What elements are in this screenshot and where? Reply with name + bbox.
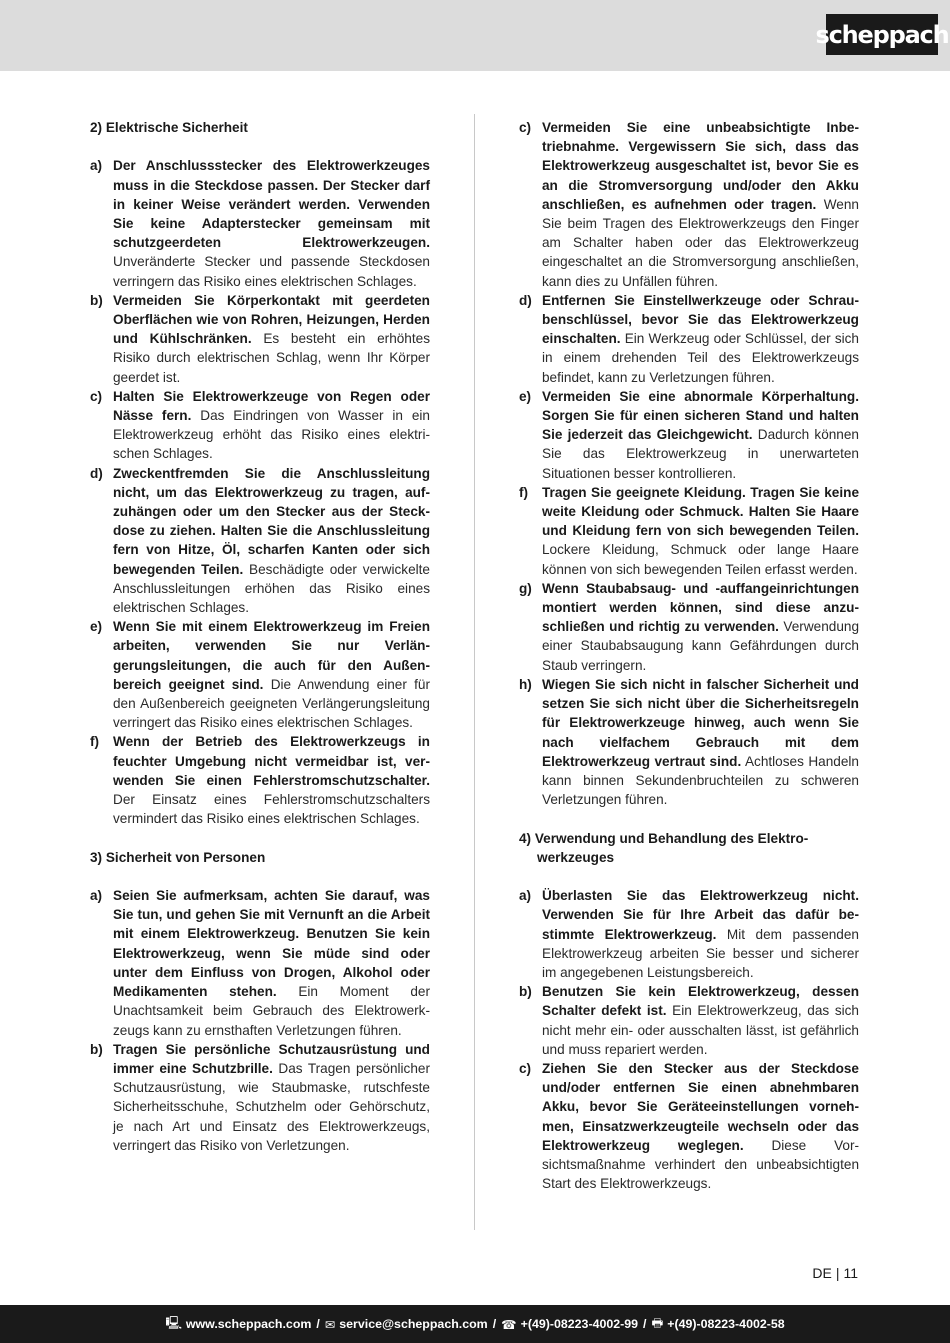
electrical-safety-item [90, 387, 430, 464]
header-band [0, 0, 950, 71]
tool-use-item [519, 886, 859, 982]
personal-safety-item [519, 579, 859, 675]
left-column [90, 118, 430, 1155]
tool-use-item [519, 1059, 859, 1193]
item-normal-text: Beschädigte oder verwickelte Anschlussleitungen erhöhen das Risiko eines elektrischen Schlages. [113, 561, 430, 616]
footer-website[interactable]: www.scheppach.com [185, 1317, 312, 1331]
item-normal-text: Ein Werkzeug oder Schlüssel, der sich in einem drehenden Teil des Elektrowerkzeugs befindet, kann zu Verletzungen führen. [542, 331, 859, 385]
item-bold-text: Überlasten Sie das Elektrowerkzeug nicht. Verwenden Sie für Ihre Arbeit das dafür bestimmte Elektrowerkzeug. [542, 888, 859, 942]
item-bold-text: Seien Sie aufmerksam, achten Sie darauf, was Sie tun, und gehen Sie mit Vernunft an die Arbeit mit einem Elektrowerkzeug. Benutzen Sie kein Elektrowerkzeug, wenn Sie müde sind oder unter dem Einfluss von Drogen, Alkohol oder Medikamenten stehen. [113, 888, 430, 1000]
item-normal-text: Dadurch können Sie das Elektrowerkzeug in unerwarteten Situationen besser kontrollieren. [542, 427, 859, 481]
item-bold-text: Tragen Sie persönliche Schutzausrüstung und immer eine Schutzbrille. [113, 1041, 430, 1076]
page-number [812, 1265, 858, 1281]
personal-safety-item [519, 118, 859, 291]
phone-icon: ☎ [501, 1317, 517, 1332]
item-text [113, 886, 430, 1040]
item-normal-text: Wenn Sie beim Tragen des Elektrowerkzeugs den Finger am Schalter haben oder das Elektrowerkzeug eingeschaltet an die Stromversorgung anschließen, kann dies zu Unfällen führen. [542, 196, 859, 289]
item-bold-text: Zweckentfremden Sie die Anschlussleitung nicht, um das Elektrowerkzeug zu tragen, aufzuhängen oder um den Stecker aus der Steckdose zu ziehen. Halten Sie die Anschlussleitung fern von Hitze, Öl, scharfen Kanten oder sich bewegenden Teilen. [113, 465, 430, 577]
logo-text: scheppach [815, 20, 949, 49]
item-label: f) [90, 734, 100, 750]
item-label: b) [90, 1041, 103, 1057]
item-label: d) [90, 465, 103, 481]
footer-separator-glyph: / [643, 1317, 647, 1331]
item-text [113, 387, 430, 464]
column-divider [474, 114, 475, 1230]
tool-use-item [519, 982, 859, 1059]
item-bold-text: Der Anschlussstecker des Elektrowerkzeuges muss in die Steckdose passen. Der Stecker darf in keiner Weise verändert werden. Verwenden Sie keine Adapterstecker gemeinsam mit schutzgeerdeten Elektrowerkzeugen. [113, 158, 430, 251]
item-label: a) [90, 158, 103, 174]
item-text [113, 617, 430, 732]
item-text [542, 118, 859, 291]
personal-safety-list-continued [519, 118, 859, 809]
item-text [542, 982, 859, 1059]
item-bold-text: Vermeiden Sie Körperkontakt mit geerdeten Oberflächen wie von Rohren, Heizungen, Herden und Kühlschränken. [113, 292, 430, 347]
item-bold-text: Ziehen Sie den Stecker aus der Steckdose und/oder entfernen Sie einen abnehmbaren Akku, bevor Sie Geräteeinstellungen vornehmen, Einsatzwerkzeugteile wechseln oder das Elektrowerkzeug weglegen. [542, 1060, 859, 1153]
footer-contact-bar [0, 1305, 950, 1343]
email-icon: ✉ [324, 1317, 336, 1332]
item-normal-text: Der Einsatz eines Fehlerstromschutzschalters vermindert das Risiko eines elektrischen Schlages. [113, 792, 430, 827]
item-text [542, 387, 859, 483]
page-lang: DE [812, 1265, 832, 1281]
personal-safety-item [519, 291, 859, 387]
item-label: e) [519, 388, 532, 404]
item-bold-text: Vermeiden Sie eine abnormale Körperhaltung. Sorgen Sie für einen sicheren Stand und halten Sie jederzeit das Gleichgewicht. [542, 388, 859, 443]
scheppach-logo [815, 14, 949, 55]
section-heading-electrical-safety: 2) Elektrische Sicherheit [90, 120, 248, 135]
item-text [113, 732, 430, 828]
item-bold-text: Wenn der Betrieb des Elektrowerkzeugs in feuchter Umgebung nicht vermeidbar ist, verwenden Sie einen Fehlerstromschutzschalter. [113, 734, 430, 788]
item-normal-text: Lockere Kleidung, Schmuck oder lange Haare können von sich bewegenden Teilen erfasst werden. [542, 542, 859, 577]
footer-phone[interactable]: +(49)-08223-4002-99 [520, 1317, 639, 1331]
item-label: g) [519, 580, 532, 596]
page-num: 11 [843, 1265, 858, 1281]
item-normal-text: Es besteht ein erhöhtes Risiko durch elektrischen Schlag, wenn Ihr Körper geerdet ist. [113, 331, 431, 385]
personal-safety-item [90, 886, 430, 1040]
personal-safety-item [90, 1040, 430, 1155]
page-separator-glyph: | [835, 1265, 840, 1281]
footer-email[interactable]: service@scheppach.com [339, 1317, 488, 1331]
item-bold-text: Wenn Sie mit einem Elektrowerkzeug im Freien arbeiten, verwenden Sie nur Verlängerungsleitungen, die auch für den Außenbereich geeignet sind. [113, 619, 430, 692]
item-normal-text: Die Anwendung einer für den Außenbereich geeigneten Verlängerungsleitung verringert das Risiko eines elektrischen Schlages. [113, 676, 430, 731]
item-text [113, 1040, 430, 1155]
item-normal-text: Das Tragen persönlicher Schutzausrüstung, wie Staubmaske, rutschfeste Sicherheitsschuhe, Schutzhelm oder Gehörschutz, je nach Art und Einsatz des Elektrowerkzeugs, verringert das Risiko von Verletzungen. [113, 1060, 430, 1153]
item-normal-text: Diese Vorsichtsmaßnahme verhindert den unbeabsichtigten Start des Elektrowerkzeugs. [542, 1137, 859, 1192]
item-text [542, 675, 859, 809]
item-bold-text: Entfernen Sie Einstellwerkzeuge oder Schraubenschlüssel, bevor Sie das Elektrowerkzeug einschalten. [542, 292, 859, 347]
item-label: a) [90, 888, 103, 904]
item-normal-text: Ein Elektrowerkzeug, das sich nicht mehr ein- oder ausschalten lässt, ist gefährlich und muss repariert werden. [542, 1003, 859, 1057]
item-bold-text: Tragen Sie geeignete Kleidung. Tragen Sie keine weite Kleidung oder Schmuck. Halten Sie Haare und Kleidung fern von sich bewegenden Teilen. [542, 484, 859, 539]
personal-safety-item [519, 387, 859, 483]
item-label: d) [519, 292, 532, 308]
item-text [113, 291, 430, 387]
section-heading-personal-safety: 3) Sicherheit von Personen [90, 849, 266, 865]
right-column [519, 118, 859, 1193]
personal-safety-list [90, 886, 430, 1155]
computer-icon: 🖳 [165, 1315, 182, 1330]
electrical-safety-item [90, 291, 430, 387]
item-normal-text: Verwendung einer Staubabsaugung kann Gefährdungen durch Staub verringern. [542, 619, 860, 673]
item-bold-text: Benutzen Sie kein Elektrowerkzeug, dessen Schalter defekt ist. [542, 984, 859, 1019]
footer-fax: +(49)-08223-4002-58 [667, 1317, 785, 1331]
item-label: c) [519, 120, 532, 135]
electrical-safety-list [90, 156, 430, 828]
item-label: b) [519, 984, 532, 1000]
item-normal-text: Unveränderte Stecker und passende Steckdosen verringern das Risiko eines elektrischen Schlages. [113, 254, 430, 289]
item-text [113, 464, 430, 618]
personal-safety-item [519, 483, 859, 579]
item-label: f) [519, 484, 529, 500]
fax-icon: 🖶 [651, 1315, 664, 1330]
item-label: a) [519, 888, 532, 904]
item-normal-text: Achtloses Handeln kann binnen Sekundenbruchteilen zu schweren Verletzungen führen. [542, 753, 859, 808]
section-heading-tool-use: 4) Verwendung und Behandlung des Elektrowerkzeuges [519, 830, 809, 865]
personal-safety-item [519, 675, 859, 809]
item-bold-text: Wenn Staubabsaug- und -auffangeinrichtungen montiert werden können, sind diese anzuschließen und richtig zu verwenden. [542, 580, 859, 635]
item-label: h) [519, 676, 532, 692]
footer-separator-glyph: / [316, 1317, 320, 1331]
item-text [542, 579, 859, 675]
item-label: c) [90, 388, 103, 404]
item-bold-text: Wiegen Sie sich nicht in falscher Sicherheit und setzen Sie sich nicht über die Sicherheitsregeln für Elektrowerkzeuge hinweg, auch wenn Sie nach vielfachem Gebrauch mit dem Elektrowerkzeug vertraut sind. [542, 676, 859, 769]
electrical-safety-item [90, 464, 430, 618]
electrical-safety-item [90, 617, 430, 732]
item-label: b) [90, 292, 103, 308]
item-text [113, 156, 430, 290]
footer-separator-glyph: / [492, 1317, 497, 1331]
item-text [542, 1059, 859, 1193]
item-text [542, 886, 859, 982]
item-text [542, 291, 859, 387]
item-label: c) [519, 1060, 532, 1076]
item-label: e) [90, 619, 103, 635]
tool-use-list [519, 886, 859, 1193]
item-normal-text: Mit dem passenden Elektrowerkzeug arbeiten Sie besser und sicherer im angegebenen Leistungsbereich. [542, 926, 859, 980]
item-bold-text: Vermeiden Sie eine unbeabsichtigte Inbetriebnahme. Vergewissern Sie sich, dass das Elektrowerkzeug ausgeschaltet ist, bevor Sie es an die Stromversorgung und/oder den Akku anschließen, es aufnehmen oder tragen. [542, 120, 859, 212]
item-text [542, 483, 859, 579]
item-bold-text: Halten Sie Elektrowerkzeuge von Regen oder Nässe fern. [113, 388, 430, 424]
item-normal-text: Das Eindringen von Wasser in ein Elektrowerkzeug erhöht das Risiko eines elektrischen Schlages. [113, 408, 430, 462]
electrical-safety-item [90, 156, 430, 290]
item-normal-text: Ein Moment der Unachtsamkeit beim Gebrauch des Elektrowerkzeugs kann zu ernsthaften Verletzungen führen. [113, 984, 431, 1038]
electrical-safety-item [90, 732, 430, 828]
